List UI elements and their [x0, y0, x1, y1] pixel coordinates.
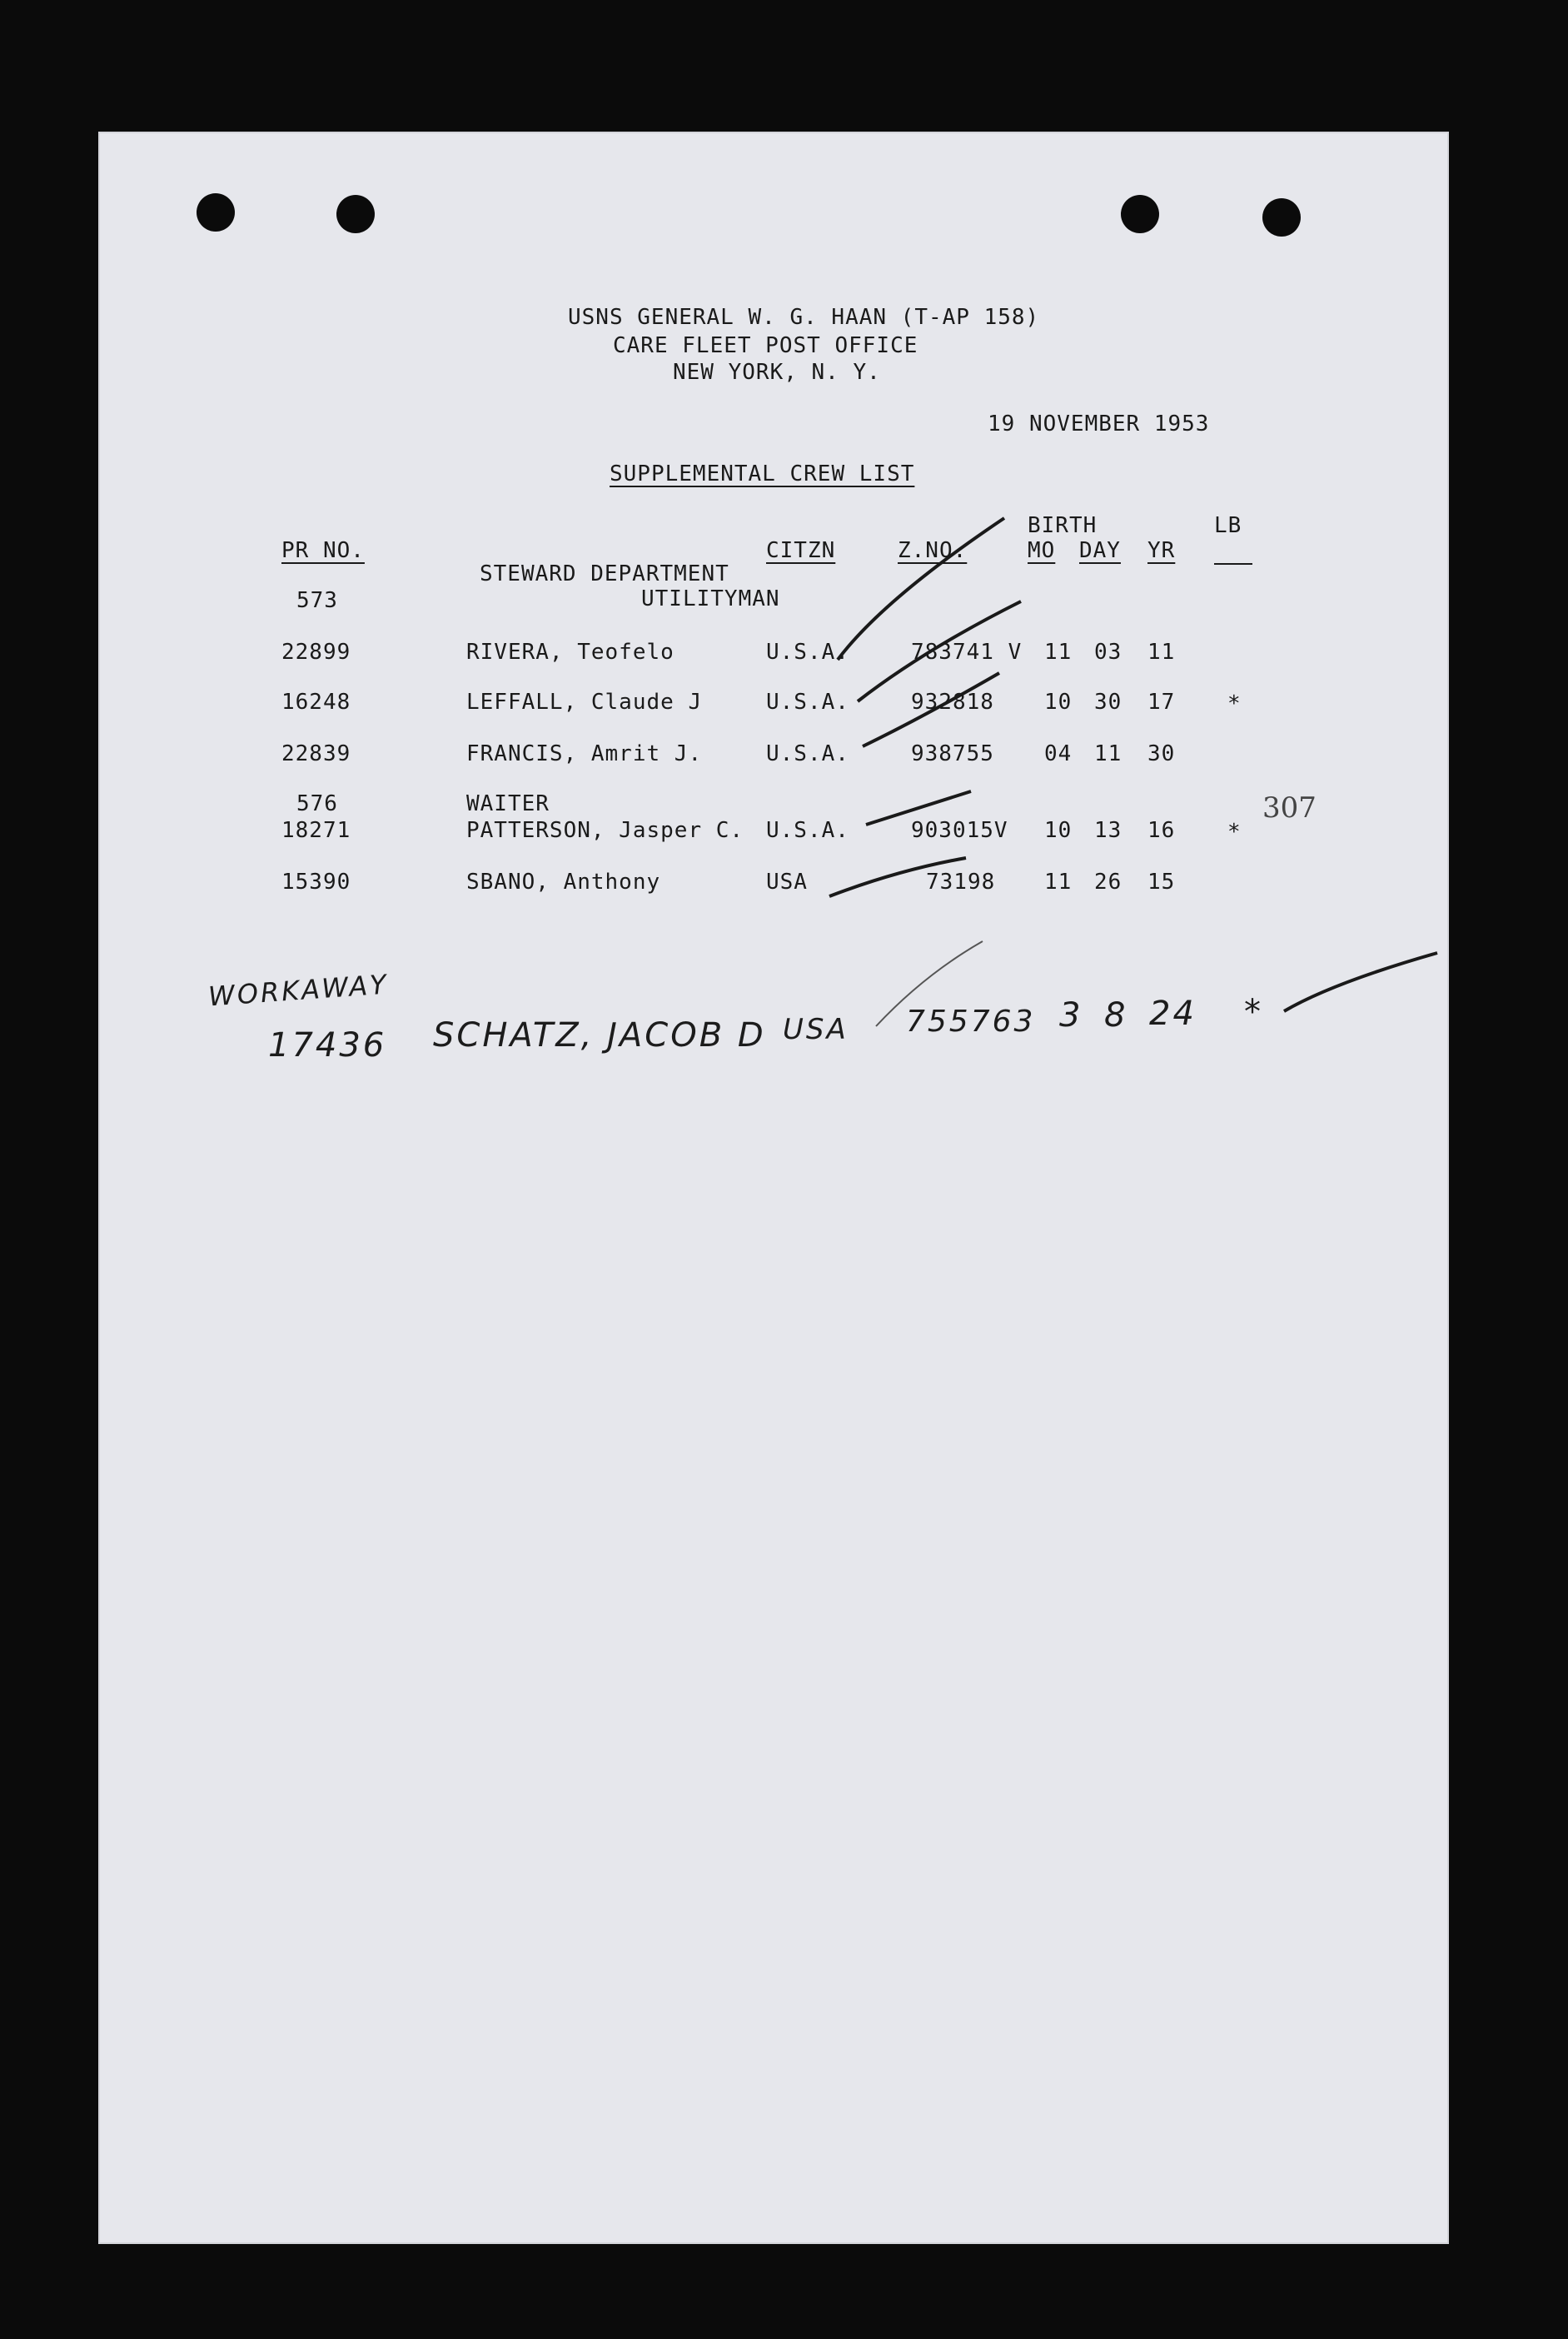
handwritten-citzn: USA — [783, 1013, 849, 1046]
section-title: WAITER — [466, 791, 550, 816]
column-header-day: DAY — [1079, 538, 1121, 563]
row-name: RIVERA, Teofelo — [466, 640, 674, 665]
row-z-no: 938755 — [911, 741, 994, 766]
row-day: 11 — [1094, 741, 1122, 766]
handwritten-name: SCHATZ, JACOB D — [433, 1016, 766, 1055]
header-ship-name: USNS GENERAL W. G. HAAN (T-AP 158) — [568, 305, 1040, 330]
row-z-no: 783741 V — [911, 640, 1023, 665]
department-label: STEWARD DEPARTMENT — [480, 561, 729, 586]
row-pr-no: 22899 — [281, 640, 351, 665]
row-day: 26 — [1094, 870, 1122, 895]
row-z-no: 903015V — [911, 818, 1008, 843]
row-mo: 10 — [1044, 818, 1073, 843]
column-header-lb: LB — [1214, 513, 1242, 538]
column-header-mo: MO — [1028, 538, 1056, 563]
stamped-page-number: 307 — [1262, 791, 1317, 825]
section-title: UTILITYMAN — [641, 586, 780, 611]
handwritten-yr: 24 — [1149, 995, 1197, 1033]
column-header-citzn: CITZN — [766, 538, 836, 563]
column-header-pr-no: PR NO. — [281, 538, 365, 563]
document-date: 19 NOVEMBER 1953 — [988, 411, 1210, 436]
row-mo: 11 — [1044, 870, 1073, 895]
row-citzn: U.S.A. — [766, 690, 849, 715]
row-pr-no: 15390 — [281, 870, 351, 895]
row-name: FRANCIS, Amrit J. — [466, 741, 703, 766]
row-pr-no: 16248 — [281, 690, 351, 715]
row-mo: 10 — [1044, 690, 1073, 715]
column-header-birth: BIRTH — [1028, 513, 1098, 538]
row-day: 30 — [1094, 690, 1122, 715]
row-day: 13 — [1094, 818, 1122, 843]
row-citzn: U.S.A. — [766, 640, 849, 665]
row-mo: 04 — [1044, 741, 1073, 766]
row-lb: * — [1227, 820, 1242, 845]
row-yr: 15 — [1147, 870, 1176, 895]
check-mark — [1284, 953, 1437, 1011]
check-mark — [876, 941, 983, 1026]
row-lb: * — [1227, 691, 1242, 716]
row-pr-no: 18271 — [281, 818, 351, 843]
header-city: NEW YORK, N. Y. — [673, 360, 881, 385]
document-title: SUPPLEMENTAL CREW LIST — [610, 461, 915, 486]
row-yr: 30 — [1147, 741, 1176, 766]
handwritten-workaway-label: WORKAWAY — [207, 968, 390, 1013]
row-yr: 17 — [1147, 690, 1176, 715]
row-yr: 11 — [1147, 640, 1176, 665]
row-day: 03 — [1094, 640, 1122, 665]
row-citzn: U.S.A. — [766, 818, 849, 843]
row-mo: 11 — [1044, 640, 1073, 665]
check-mark — [866, 791, 971, 825]
check-mark — [838, 518, 1004, 660]
section-code: 576 — [296, 791, 338, 816]
row-name: LEFFALL, Claude J — [466, 690, 703, 715]
handwritten-pr-no: 17436 — [268, 1026, 387, 1065]
row-z-no: 932818 — [911, 690, 994, 715]
handwritten-z-no: 755763 — [906, 1005, 1036, 1039]
row-pr-no: 22839 — [281, 741, 351, 766]
check-mark — [829, 858, 966, 896]
row-name: PATTERSON, Jasper C. — [466, 818, 744, 843]
handwritten-day: 8 — [1104, 996, 1128, 1035]
row-citzn: U.S.A. — [766, 741, 849, 766]
row-z-no: 73198 — [926, 870, 996, 895]
handwritten-lb: * — [1244, 993, 1263, 1031]
row-name: SBANO, Anthony — [466, 870, 661, 895]
row-citzn: USA — [766, 870, 808, 895]
header-post-office: CARE FLEET POST OFFICE — [613, 333, 918, 358]
section-code: 573 — [296, 588, 338, 613]
handwritten-mo: 3 — [1059, 996, 1083, 1035]
check-mark — [858, 601, 1021, 701]
row-yr: 16 — [1147, 818, 1176, 843]
column-header-z-no: Z.NO. — [898, 538, 968, 563]
column-header-yr: YR — [1147, 538, 1176, 563]
